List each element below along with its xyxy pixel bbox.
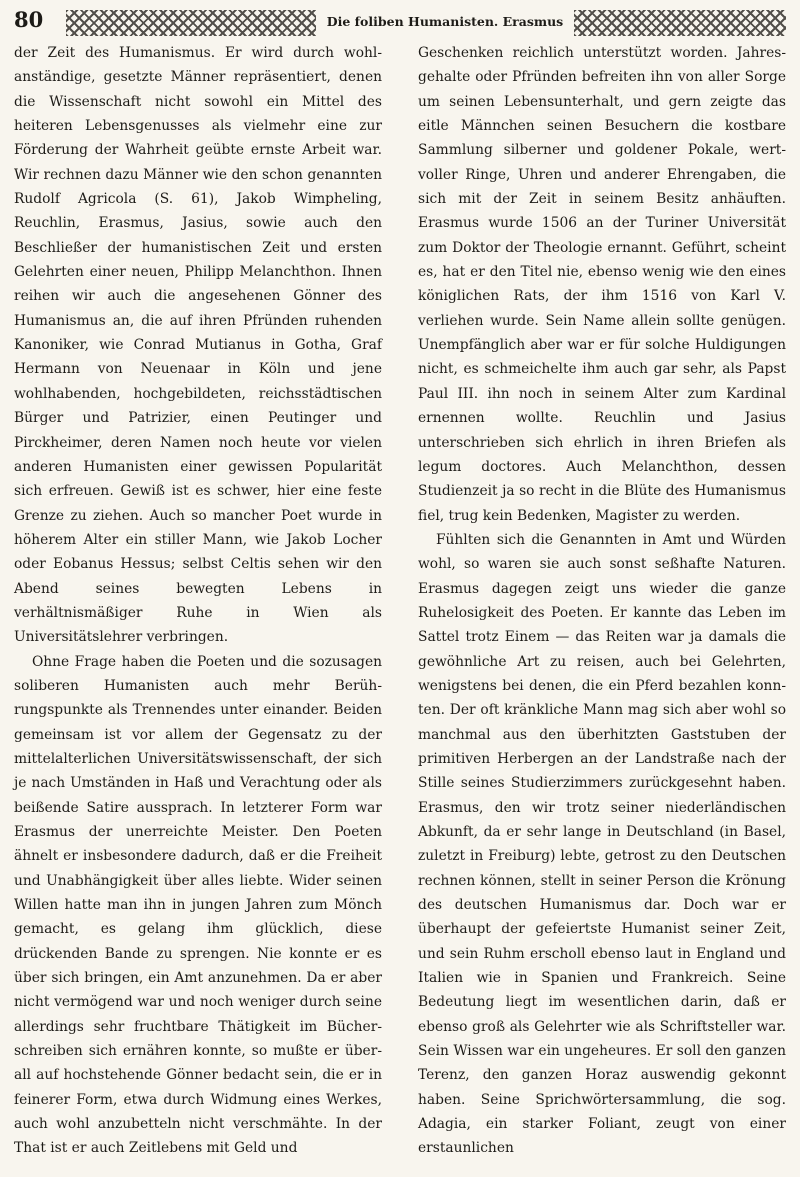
- ornament-band-left-icon: [66, 10, 316, 36]
- ornament-band-right-icon: [574, 10, 786, 36]
- paragraph: Ohne Frage haben die Poeten und die sozusagen soliberen Humanisten auch mehr Berührungspunkte als Trennendes unter einander. Beiden gemeinsam ist vor allem der Gegensatz zu der mittelalterlichen Universitätswissenschaft, der sich je nach Umständen in Haß und Verachtung oder als beißende Satire aussprach. In letzterer Form war Erasmus der unerreichte Meister. Den Poeten ähnelt er insbesondere dadurch, daß er die Freiheit und Unabhängigkeit über alles liebte. Wider seinen Willen hatte man ihn in jungen Jahren zum Mönch gemacht, es gelang ihm glücklich, diese drückenden Bande zu sprengen. Nie konnte er es über sich bringen, ein Amt anzunehmen. Da er aber nicht vermögend war und noch weniger durch seine allerdings sehr fruchtbare Thätigkeit im Bücherschreiben sich ernähren konnte, so mußte er überall auf hochstehende Gönner bedacht sein, die er in feinerer Form, etwa durch Widmung eines Werkes, auch wohl anzubetteln nicht verschmähte. In der That ist er auch Zeitlebens mit Geld und: [14, 653, 382, 1157]
- text-column-right: [418, 41, 786, 1161]
- running-head: Die foliben Humanisten. Erasmus: [316, 12, 574, 32]
- text-column-left: [14, 41, 382, 1161]
- paragraph: der Zeit des Humanismus. Er wird durch wohlanständige, gesetzte Männer repräsentiert, denen die Wissenschaft nicht sowohl ein Mittel des heiteren Lebensgenusses als vielmehr eine zur Förderung der Wahrheit geübte ernste Arbeit war. Wir rechnen dazu Männer wie den schon genannten Rudolf Agricola (S. 61), Jakob Wimpheling, Reuchlin, Erasmus, Jasius, sowie auch den Beschließer der humanistischen Zeit und ersten Gelehrten einer neuen, Philipp Melanchthon. Ihnen reihen wir auch die angesehenen Gönner des Humanismus an, die auf ihren Pfründen ruhenden Kanoniker, wie Conrad Mutianus in Gotha, Graf Hermann von Neuenaar in Köln und jene wohlhabenden, hochgebildeten, reichsstädtischen Bürger und Patrizier, einen Peutinger und Pirckheimer, deren Namen noch heute vor vielen anderen Humanisten einer gewissen Popularität sich erfreuen. Gewiß ist es schwer, hier eine feste Grenze zu ziehen. Auch so mancher Poet wurde in höherem Alter ein stiller Mann, wie Jakob Locher oder Eobanus Hessus; selbst Celtis sehen wir den Abend seines bewegten Lebens in verhältnismäßiger Ruhe in Wien als Universitätslehrer verbringen.: [14, 45, 382, 646]
- page-number: 80: [14, 7, 44, 32]
- paragraph: Geschenken reichlich unterstützt worden. Jahresgehalte oder Pfründen befreiten ihn von aller Sorge um seinen Lebensunterhalt, und gern zeigte das eitle Männchen seinen Besuchern die kostbare Sammlung silberner und goldener Pokale, wertvoller Ringe, Uhren und anderer Ehrengaben, die sich mit der Zeit in seinem Besitz anhäuften. Erasmus wurde 1506 an der Turiner Universität zum Doktor der Theologie ernannt. Geführt, scheint es, hat er den Titel nie, ebenso wenig wie den eines königlichen Rats, der ihm 1516 von Karl V. verliehen wurde. Sein Name allein sollte genügen. Unempfänglich aber war er für solche Huldigungen nicht, es schmeichelte ihm auch gar sehr, als Papst Paul III. ihn noch in seinem Alter zum Kardinal ernennen wollte. Reuchlin und Jasius unterschrieben sich ehrlich in ihren Briefen als legum doctores. Auch Melanchthon, dessen Studienzeit ja so recht in die Blüte des Humanismus fiel, trug kein Bedenken, Magister zu werden.: [418, 45, 786, 524]
- page-header: [14, 6, 786, 40]
- paragraph: Fühlten sich die Genannten in Amt und Würden wohl, so waren sie auch sonst seßhafte Naturen. Erasmus dagegen zeigt uns wieder die ganze Ruhelosigkeit des Poeten. Er kannte das Leben im Sattel trotz Einem — das Reiten war ja damals die gewöhnliche Art zu reisen, auch bei Gelehrten, wenigstens bei denen, die ein Pferd bezahlen konnten. Der oft kränkliche Mann mag sich aber wohl so manchmal aus den überhitzten Gaststuben der primitiven Herbergen an der Landstraße nach der Stille seines Studierzimmers zurückgesehnt haben. Erasmus, den wir trotz seiner niederländischen Abkunft, da er sehr lange in Deutschland (in Basel, zuletzt in Freiburg) lebte, getrost zu den Deutschen rechnen können, stellt in seiner Person die Krönung des deutschen Humanismus dar. Doch war er überhaupt der gefeiertste Humanist seiner Zeit, und sein Ruhm erscholl ebenso laut in England und Italien wie in Spanien und Frankreich. Seine Bedeutung liegt im wesentlichen darin, daß er ebenso groß als Gelehrter wie als Schriftsteller war. Sein Wissen war ein ungeheures. Er soll den ganzen Terenz, den ganzen Horaz auswendig gekonnt haben. Seine Sprichwörtersammlung, die sog. Adagia, ein starker Foliant, zeugt von einer erstaunlichen: [418, 531, 786, 1157]
